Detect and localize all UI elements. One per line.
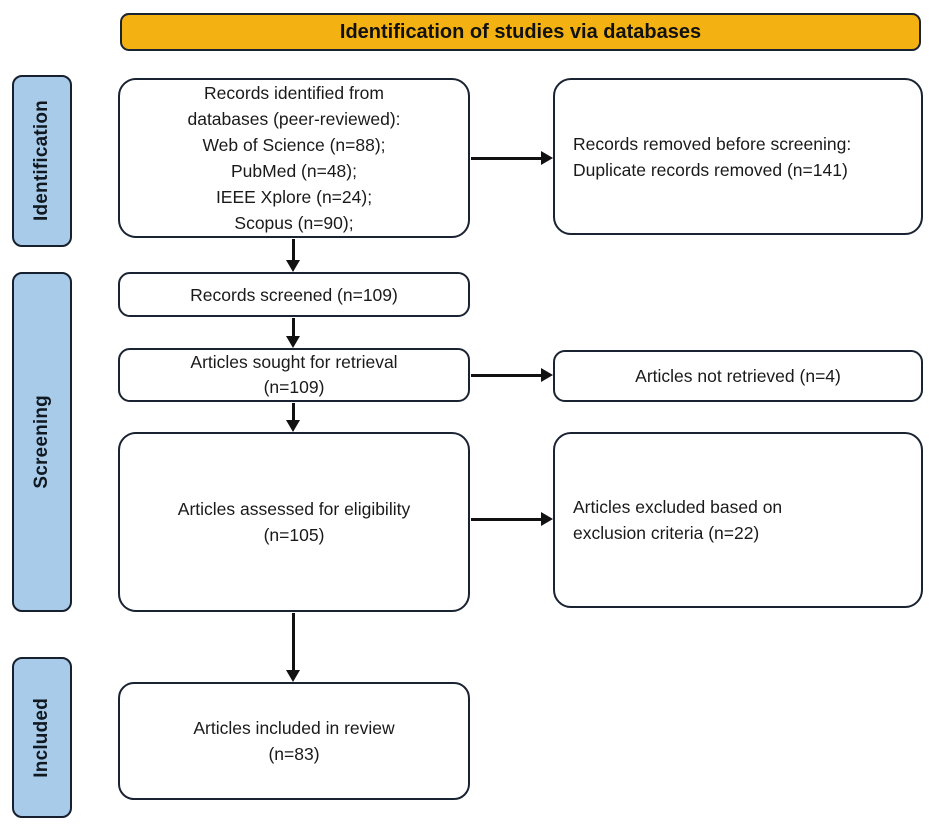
box-line: Records screened (n=109) xyxy=(190,284,398,305)
box-line: Records removed before screening: xyxy=(573,133,852,154)
arrow-identified-to-removed xyxy=(471,157,541,160)
arrow-sought-to-not-retrieved xyxy=(471,374,541,377)
box-line: Articles assessed for eligibility xyxy=(177,499,411,519)
banner-identification-via-databases xyxy=(120,13,921,51)
box-records-screened xyxy=(118,272,470,317)
box-line: Web of Science (n=88); xyxy=(202,135,386,155)
box-articles-not-retrieved xyxy=(553,350,923,402)
box-line: IEEE Xplore (n=24); xyxy=(215,187,373,207)
box-articles-included-in-review xyxy=(118,682,470,800)
stage-screening-text: Screening xyxy=(31,395,52,489)
stage-label-screening xyxy=(12,272,72,612)
box-line: Records identified from xyxy=(204,83,384,103)
box-line: (n=105) xyxy=(263,525,325,545)
stage-label-included xyxy=(12,657,72,818)
box-line: Articles sought for retrieval xyxy=(190,352,398,372)
box-line: exclusion criteria (n=22) xyxy=(573,523,760,543)
arrow-identified-to-screened xyxy=(292,239,295,260)
stage-identification-text: Identification xyxy=(31,100,52,222)
box-line: Articles not retrieved (n=4) xyxy=(635,366,841,386)
box-line: Scopus (n=90); xyxy=(234,213,354,233)
box-records-identified xyxy=(118,78,470,238)
stage-included-text: Included xyxy=(31,697,52,778)
box-line: (n=109) xyxy=(263,377,325,397)
box-records-removed-before-screening xyxy=(553,78,923,235)
box-articles-excluded xyxy=(553,432,923,608)
stage-label-identification xyxy=(12,75,72,247)
box-line: Duplicate records removed (n=141) xyxy=(573,159,848,180)
box-line: databases (peer-reviewed): xyxy=(187,109,401,129)
banner-title: Identification of studies via databases xyxy=(339,20,702,43)
arrow-assessed-to-excluded xyxy=(471,518,541,521)
box-line: Articles excluded based on xyxy=(573,497,783,517)
arrow-assessed-to-included xyxy=(292,613,295,670)
box-articles-sought-for-retrieval xyxy=(118,348,470,402)
box-articles-assessed-for-eligibility xyxy=(118,432,470,612)
box-line: Articles included in review xyxy=(193,718,395,738)
box-line: PubMed (n=48); xyxy=(231,161,357,181)
box-line: (n=83) xyxy=(268,744,320,764)
arrow-screened-to-sought xyxy=(292,318,295,336)
arrow-sought-to-assessed xyxy=(292,403,295,420)
